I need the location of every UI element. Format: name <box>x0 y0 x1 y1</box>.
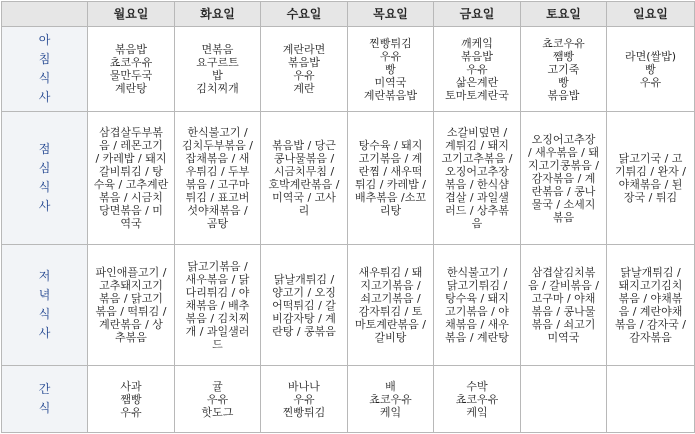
menu-cell-snack-mon: 사과 쨈빵 우유 <box>88 366 175 433</box>
menu-cell-snack-sun <box>607 366 695 433</box>
menu-cell-breakfast-mon: 볶음밥 쵸코우유 물만두국 계란탕 <box>88 27 175 112</box>
menu-cell-lunch-fri: 소갈비덮면 / 계튀김 / 돼지 고기고추볶음 / 오징어고추장 볶음 / 한식샴 겹살 / 과일샐 러드 / 상추볶 음 <box>434 112 521 245</box>
menu-cell-dinner-sat: 삼겹살김치볶 음 / 갈비볶음 / 고구마 / 야채 볶음 / 콩나물 볶음 / 쇠고기 미역국 <box>521 245 607 366</box>
menu-cell-breakfast-sun: 라면(쌀밥) 빵 우유 <box>607 27 695 112</box>
day-header-thu: 목요일 <box>348 2 434 27</box>
menu-cell-dinner-sun: 닭날개튀김 / 돼지고기김치 볶음 / 야채볶 음 / 계란야채 볶음 / 감자국 / 감자볶음 <box>607 245 695 366</box>
menu-cell-dinner-tue: 닭고기볶음 / 새우볶음 / 닭 다리튀김 / 야 채볶음 / 배추 볶음 / 김치찌 개 / 과일샐러 드 <box>175 245 261 366</box>
day-header-tue: 화요일 <box>175 2 261 27</box>
meal-row-lunch <box>2 112 695 245</box>
menu-cell-breakfast-sat: 쵸코우유 쨈빵 고기죽 빵 볶음밥 <box>521 27 607 112</box>
menu-cell-snack-tue: 귤 우유 핫도그 <box>175 366 261 433</box>
day-header-mon: 월요일 <box>88 2 175 27</box>
menu-cell-dinner-mon: 파인애플고기 / 고추돼지고기 볶음 / 닭고기 볶음 / 떡튀김 / 계란볶음 / 상 추볶음 <box>88 245 175 366</box>
menu-cell-snack-wed: 바나나 우유 찐빵튀김 <box>261 366 348 433</box>
meal-row-breakfast <box>2 27 695 112</box>
menu-cell-lunch-tue: 한식불고기 / 김치두부볶음 / 잡채볶음 / 새 우튀김 / 두부 볶음 / 고구마 튀김 / 표고버 섯야채볶음 / 곰탕 <box>175 112 261 245</box>
corner-cell <box>2 2 88 27</box>
menu-cell-snack-thu: 배 쵸코우유 케잌 <box>348 366 434 433</box>
menu-cell-lunch-sun: 닭고기국 / 고 기튀김 / 완자 / 야채볶음 / 된 장국 / 튀김 <box>607 112 695 245</box>
meal-row-dinner <box>2 245 695 366</box>
menu-cell-snack-fri: 수박 쵸코우유 케잌 <box>434 366 521 433</box>
day-header-row <box>2 2 695 27</box>
menu-cell-breakfast-fri: 깨케잌 볶음밥 우유 삶은계란 토마토계란국 <box>434 27 521 112</box>
menu-cell-breakfast-thu: 찐빵튀김 우유 빵 미역국 계란볶음밥 <box>348 27 434 112</box>
menu-cell-snack-sat <box>521 366 607 433</box>
menu-cell-lunch-sat: 오징어고추장 / 새우볶음 / 돼 지고기콩볶음 / 감자볶음 / 계 란볶음 / 콩나 물국 / 소세지 볶음 <box>521 112 607 245</box>
menu-cell-breakfast-tue: 면볶음 요구르트 밥 김치찌개 <box>175 27 261 112</box>
day-header-fri: 금요일 <box>434 2 521 27</box>
menu-cell-lunch-wed: 볶음밥 / 당근 콩나물볶음 / 시금치무침 / 호박계란볶음 / 미역국 / 고사 리 <box>261 112 348 245</box>
weekly-meal-table <box>1 1 695 433</box>
menu-cell-lunch-thu: 탕수육 / 돼지 고기볶음 / 계 란찜 / 새우떡 튀김 / 카레밥 / 배추볶음 /소꼬 리탕 <box>348 112 434 245</box>
meal-label-snack: 간 식 <box>2 366 88 433</box>
meal-label-lunch: 점 심 식 사 <box>2 112 88 245</box>
menu-cell-dinner-fri: 한식불고기 / 닭고기튀김 / 탕수육 / 돼지 고기볶음 / 야 채볶음 / 새우 볶음 / 계란탕 <box>434 245 521 366</box>
day-header-wed: 수요일 <box>261 2 348 27</box>
day-header-sat: 토요일 <box>521 2 607 27</box>
meal-label-breakfast: 아 침 식 사 <box>2 27 88 112</box>
meal-row-snack <box>2 366 695 433</box>
meal-label-dinner: 저 녁 식 사 <box>2 245 88 366</box>
menu-cell-lunch-mon: 삼겹살두부볶 음 / 레몬고기 / 카레밥 / 돼지 갈비튀김 / 탕 수육 / 고추계란 볶음 / 시금치 당면볶음 / 미 역국 <box>88 112 175 245</box>
menu-cell-breakfast-wed: 계란라면 볶음밥 우유 계란 <box>261 27 348 112</box>
day-header-sun: 일요일 <box>607 2 695 27</box>
menu-cell-dinner-thu: 새우튀김 / 돼 지고기볶음 / 쇠고기볶음 / 감자튀김 / 토 마토계란볶음 / 갈비탕 <box>348 245 434 366</box>
menu-cell-dinner-wed: 닭날개튀김 / 양고기 / 오징 어떡튀김 / 갈 비감자탕 / 계 란탕 / 콩볶음 <box>261 245 348 366</box>
